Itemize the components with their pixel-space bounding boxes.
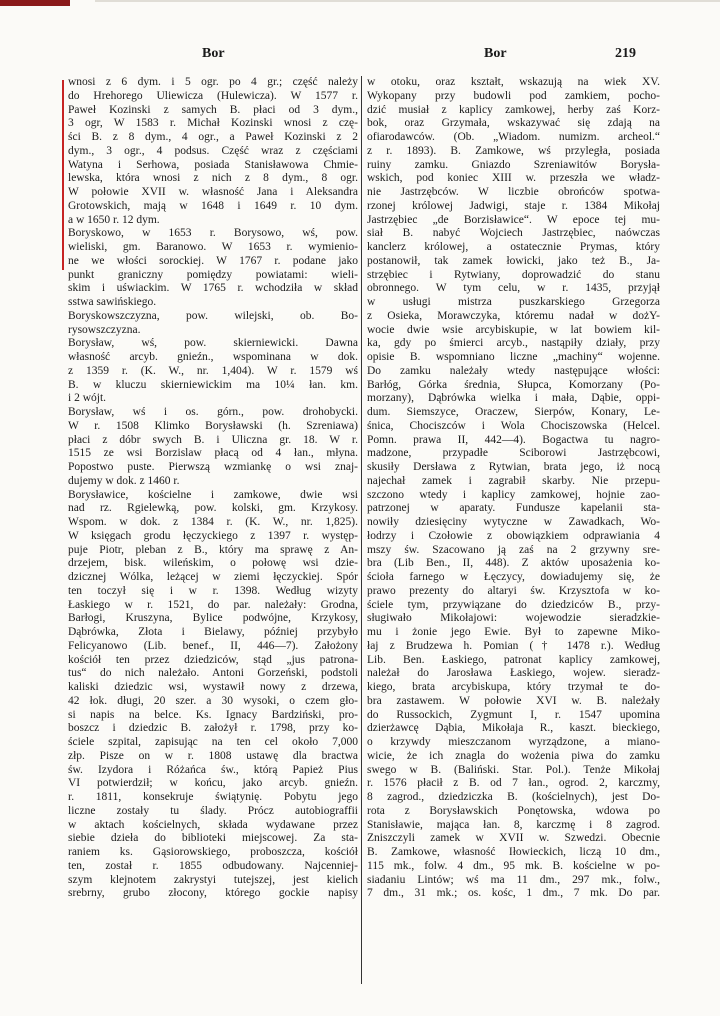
text-line: Do zamku należały wtedy następujące włości: [367, 364, 660, 377]
text-line: siał B. nabyć Wojciech Jastrzębiec, naówczas [367, 227, 660, 240]
text-line: kaliski dziedzic wsi, wystawił nowy z drzewa, [68, 681, 358, 693]
text-line: Boryskowo, w 1653 r. Borysowo, wś, pow. [68, 227, 358, 240]
text-line: ściele tym, przywiązane do dziedziców B., przy- [367, 598, 660, 611]
text-line: do Russockich, Zygmunt I, r. 1547 upomina [367, 708, 660, 721]
text-line: 8 zagrod., dziedziczka B. (kościelnych), jest Do- [367, 791, 660, 803]
text-line: W księgach grodu łęczyckiego z 1397 r. występ- [68, 529, 358, 542]
text-line: Jastrzębiec „de Borzisławice“. W epoce tej mu- [367, 213, 660, 226]
text-line: boszcz i dziedzic B. założył r. 1798, przy ko- [68, 722, 358, 735]
text-line: wnosi z 6 dym. i 5 ogr. po 4 gr.; część należy [68, 76, 358, 88]
text-line: postanowił, tak zamek łowicki, jako też B., Ja- [367, 254, 660, 267]
text-line: ofiarodawców. (Ob. „Wiadom. numizm. archeol.“ [367, 131, 660, 143]
text-line: puje Piotr, pleban z B., który ma sprawę z An- [68, 543, 358, 556]
text-line: siadaniu Lintów; wś ma 11 dm., 297 mk., folw., [367, 873, 660, 886]
text-line: bok, oraz Grzymała, wskazywać się zdają na [367, 117, 660, 130]
text-line: Lib. Ben. Łaskiego, patronat kaplicy zamkowej, [367, 653, 660, 666]
text-line: Barłogi, Kruszyna, Bylice podwójne, Krzykosy, [68, 612, 358, 625]
right-column [367, 76, 660, 901]
text-line: Dąbrówka, Złota i Bielawy, później przybyło [68, 626, 358, 638]
text-line: śnica, Chociszców i Wola Chociszowska (Helcel. [367, 419, 660, 432]
text-line: łaj z Brudzewa h. Pomian († 1478 r.). Według [367, 639, 660, 652]
text-line: Barłóg, Górka średnia, Słupca, Komorzany (Po- [367, 378, 660, 391]
text-line: si napis na belce. Ks. Ignacy Bardziński, pro- [68, 708, 358, 721]
text-line: w otoku, oraz kształt, wskazują na wiek XV. [367, 76, 660, 88]
text-line: Popostwo puste. Pierwszą wzmiankę o wsi znaj- [68, 461, 358, 473]
text-line: własność arcyb. gnieźn., wspominana w dok. [68, 351, 358, 363]
text-line: wocie dwie wsie arcybiskupie, w lat bowiem kil- [367, 323, 660, 336]
text-line: z r. 1893). B. Zamkowe, wś przyległa, posiada [367, 144, 660, 157]
text-line: łodrzy i Czołowie z obowiązkiem odprawiania 4 [367, 529, 660, 542]
text-line: 42 łok. długi, 20 szer. a 30 wysoki, o czem gło- [68, 694, 358, 707]
text-line: liczne zostały tu ślady. Prócz autobiograffii [68, 804, 358, 817]
text-line: Zniszczyli zamek w XVII w. Szwedzi. Obecnie [367, 832, 660, 845]
text-line: dym., 3 ogr., 4 podsus. Część wraz z częściami [68, 144, 358, 157]
text-line: Wspom. w dok. z 1384 r. (K. W., nr. 1,825). [68, 516, 358, 528]
text-line: ruiny zamku. Gniazdo Szreniawitów Borysła- [367, 158, 660, 171]
page-edge-mark [0, 0, 70, 6]
text-line: ści B. z 8 dym., 4 ogr., a Paweł Kozinski z 2 [68, 131, 358, 143]
text-line: z Osieka, Morawczyka, któremu nadał w dożY- [367, 309, 660, 322]
text-line: nad rz. Rgielewką, pow. kolski, gm. Krzykosy. [68, 502, 358, 515]
text-line: ten, został r. 1855 odbudowany. Najcenniej- [68, 859, 358, 872]
text-line: Stanisławie, mająca łan. 8, karczmę i 8 zagrod. [367, 818, 660, 831]
text-line: rota z Borysławskich Ponętowska, wdowa po [367, 804, 660, 817]
text-line: madzone, przypadłe Sciborowi Jastrzębcowi, [367, 447, 660, 460]
text-line: mszy św. Szacowano ją zaś na 2 grzywny sre- [367, 543, 660, 556]
text-line: opisie B. wspomniano liczne „machiny“ wojenne. [367, 351, 660, 363]
text-line: należał do Jarosława Łaskiego, wojew. sieradz- [367, 667, 660, 680]
text-line: wieliski, gm. Baranowo. W 1653 r. wymienio- [68, 241, 358, 253]
text-line: tus“ do nich należało. Antoni Gorzeński, podstoli [68, 667, 358, 680]
text-line: Wykopany przy budowli pod zamkiem, pocho- [367, 89, 660, 102]
text-line: dujemy w dok. z 1460 r. [68, 474, 180, 487]
text-line: mu i żonie jego Ewie. Był to zapewne Miko- [367, 626, 660, 638]
text-line: ten toczył się i w r. 1398. Według wizyty [68, 584, 358, 597]
text-line: ściele szpital, zapisując na ten cel około 7,000 [68, 736, 358, 748]
text-line: punkt graniczny pomiędzy powiatami: wieli- [68, 268, 358, 281]
text-line: lewska, która wnosi z nich z 8 dym., 8 ogr. [68, 172, 358, 185]
text-line: 1515 ze wsi Borzislaw płacą od 4 łan., młyna. [68, 447, 358, 460]
text-line: skim i uświackim. W 1765 r. wchodziła w skład [68, 282, 358, 295]
text-line: szczono wtedy i kaplicy zamkowej, hojnie zao- [367, 488, 660, 501]
text-line: r. 1576 płacił z B. od 7 łan., ogrod. 2, karczmy, [367, 777, 660, 790]
text-line: nie Jastrzębców. W liczbie obrońców spotwa- [367, 186, 660, 198]
text-line: Łaskiego w r. 1521, do par. należały: Grodna, [68, 598, 358, 611]
text-line: szym klejnotem zakrystyi tutejszej, jest kielich [68, 873, 358, 886]
text-line: obronnego. W tym celu, w r. 1435, przyjął [367, 282, 660, 295]
text-line: patrzonej w aparaty. Fundusze kapelanii sta- [367, 502, 660, 515]
text-line: do Hrehorego Uliewicza (Hulewicza). W 1577 r. [68, 89, 358, 102]
text-line: Borysław, wś, pow. skierniewicki. Dawna [68, 337, 358, 350]
text-line: najechał zamek i zagrabił skarby. Nie przepu- [367, 474, 660, 487]
left-column [68, 76, 358, 901]
header-center-word: Bor [484, 46, 507, 61]
text-line: B. w kluczu skierniewickim ma 10¼ łan. km. [68, 378, 358, 391]
text-line: kiego, brata arcybiskupa, który trzymał te do- [367, 681, 660, 693]
header-left-word: Bor [202, 46, 225, 61]
text-line: W połowie XVII w. własność Jana i Aleksandra [68, 186, 358, 198]
text-line: kanclerz królowej, a ostatecznie Prymas, który [367, 241, 660, 253]
text-line: morzany), Dąbrówka wielka i mała, Dąbie, oppi- [367, 392, 660, 405]
text-line: w usługi mistrza puszkarskiego Grzegorza [367, 296, 660, 308]
text-line: 7 dm., 31 mk.; os. kośc, 1 dm., 7 mk. Do par. [367, 887, 660, 900]
text-line: W r. 1508 Klimko Borysławski (h. Szreniawa) [68, 419, 358, 432]
text-line: dum. Siemszyce, Oraczew, Sierpów, Konary, Le- [367, 406, 660, 418]
text-line: skusiły Dersława z Rytwian, brata jego, iż nocą [367, 461, 660, 473]
text-line: sługiwało Mikołajowi: wojewodzie sieradzkie- [367, 612, 660, 625]
text-line: Felicyanowo (Lib. benef., II, 446—7). Założony [68, 639, 358, 652]
text-line: bra (Lib Ben., II, 448). Z aktów uposażenia ko- [367, 557, 660, 570]
text-line: o krzywdy mieszczanom wyrządzone, a miano- [367, 736, 660, 748]
text-line: strzębiec i Rytwiany, doprowadzić do stanu [367, 268, 660, 281]
text-line: Grotowskich, mają w 1648 i 1649 r. 10 dym. [68, 199, 358, 212]
text-line: wicie, że ich znagla do wożenia piwa do zamku [367, 749, 660, 762]
text-line: siebie dzieła do biblioteki miejscowej. Za sta- [68, 832, 358, 845]
text-line: dzierżawcę Dąbia, Mikołaja R., kaszt. bieckiego, [367, 722, 660, 735]
text-line: Boryskowszczyzna, pow. wilejski, ob. Bo- [68, 309, 358, 322]
text-line: św. Izydora i Różańca św., którą Papież Pius [68, 763, 358, 776]
text-line: ka, gdy po śmierci arcyb., nastąpiły działy, przy [367, 337, 660, 350]
text-line: raniem ks. Gąsiorowskiego, proboszcza, kościół [68, 846, 358, 858]
text-line: Watyna i Serhowa, posiada Stanisławowa Chmie- [68, 158, 358, 171]
text-line: VI potwierdził; w końcu, jako arcyb. gnieźn. [68, 777, 358, 790]
text-line: Borysław, wś i os. górn., pow. drohobycki. [68, 406, 358, 418]
text-line: swego w B. (Baliński. Star. Pol.). Tenże Mikołaj [367, 763, 660, 776]
text-line: rzonej królowej Jadwigi, staje r. 1384 Mikołaj [367, 199, 660, 212]
text-line: wskich, pod koniec XIII w. przeszła we władz- [367, 172, 660, 185]
text-line: złp. Pisze on w r. 1808 ustawę dla bractwa [68, 749, 358, 762]
text-line: Borysławice, kościelne i zamkowe, dwie wsi [68, 488, 358, 501]
text-line: sstwa sawińskiego. [68, 296, 157, 308]
text-line: dzić musiał z kaplicy zamkowej, herby zaś Korz- [367, 103, 660, 116]
text-line: płaci z dóbr swych B. i Uliczna gr. 18. W r. [68, 433, 358, 446]
text-line: prawo prezenty do altaryi św. Krzysztofa w ko- [367, 584, 660, 597]
text-line: bra zastawem. W połowie XVI w. B. należały [367, 694, 660, 707]
text-line: Paweł Kozinski z samych B. płaci od 3 dym., [68, 103, 358, 116]
text-line: 3 ogr, W 1583 r. Michał Kozinski wnosi z czę- [68, 117, 358, 130]
text-line: a w 1650 r. 12 dym. [68, 213, 160, 226]
text-line: w aktach kościelnych, składa wydawane przez [68, 818, 358, 831]
text-line: Pomn. prawa II, 442—4). Bogactwa tu nagro- [367, 433, 660, 446]
text-line: 115 mk., folw. 4 dm., 95 mk. B. kościelne w po- [367, 859, 660, 872]
text-line: r. 1811, konsekruje świątynię. Pobytu jego [68, 791, 358, 803]
text-line: ne we włości sorockiej. W 1767 r. podane jako [68, 254, 358, 267]
text-line: z 1359 r. (K. W., nr. 1,404). W r. 1579 wś [68, 364, 358, 377]
text-line: drzejem, bisk. wileńskim, o połowę wsi dzie- [68, 557, 358, 570]
text-line: rysowszczyzna. [68, 323, 141, 336]
text-line: ścioła farnego w Łęczycy, dowiadujemy się, że [367, 571, 660, 583]
text-line: nowiły dziesięciny wytyczne w Zawadkach, Wo- [367, 516, 660, 528]
scan-top-edge [95, 0, 720, 2]
text-line: dzicznej Wólka, leżącej w ziemi łęczyckiej. Spór [68, 571, 358, 583]
text-line: B. Zamkowe, własność Iłowieckich, liczą 10 dm., [367, 846, 660, 858]
text-line: i 2 wójt. [68, 392, 107, 405]
text-line: kościół ten przez dziedziców, stąd „jus patrona- [68, 653, 358, 666]
margin-highlight-mark [62, 80, 64, 270]
column-separator [361, 76, 362, 984]
text-line: srebrny, grubo złocony, którego gockie napisy [68, 887, 358, 900]
page-number: 219 [615, 46, 636, 61]
